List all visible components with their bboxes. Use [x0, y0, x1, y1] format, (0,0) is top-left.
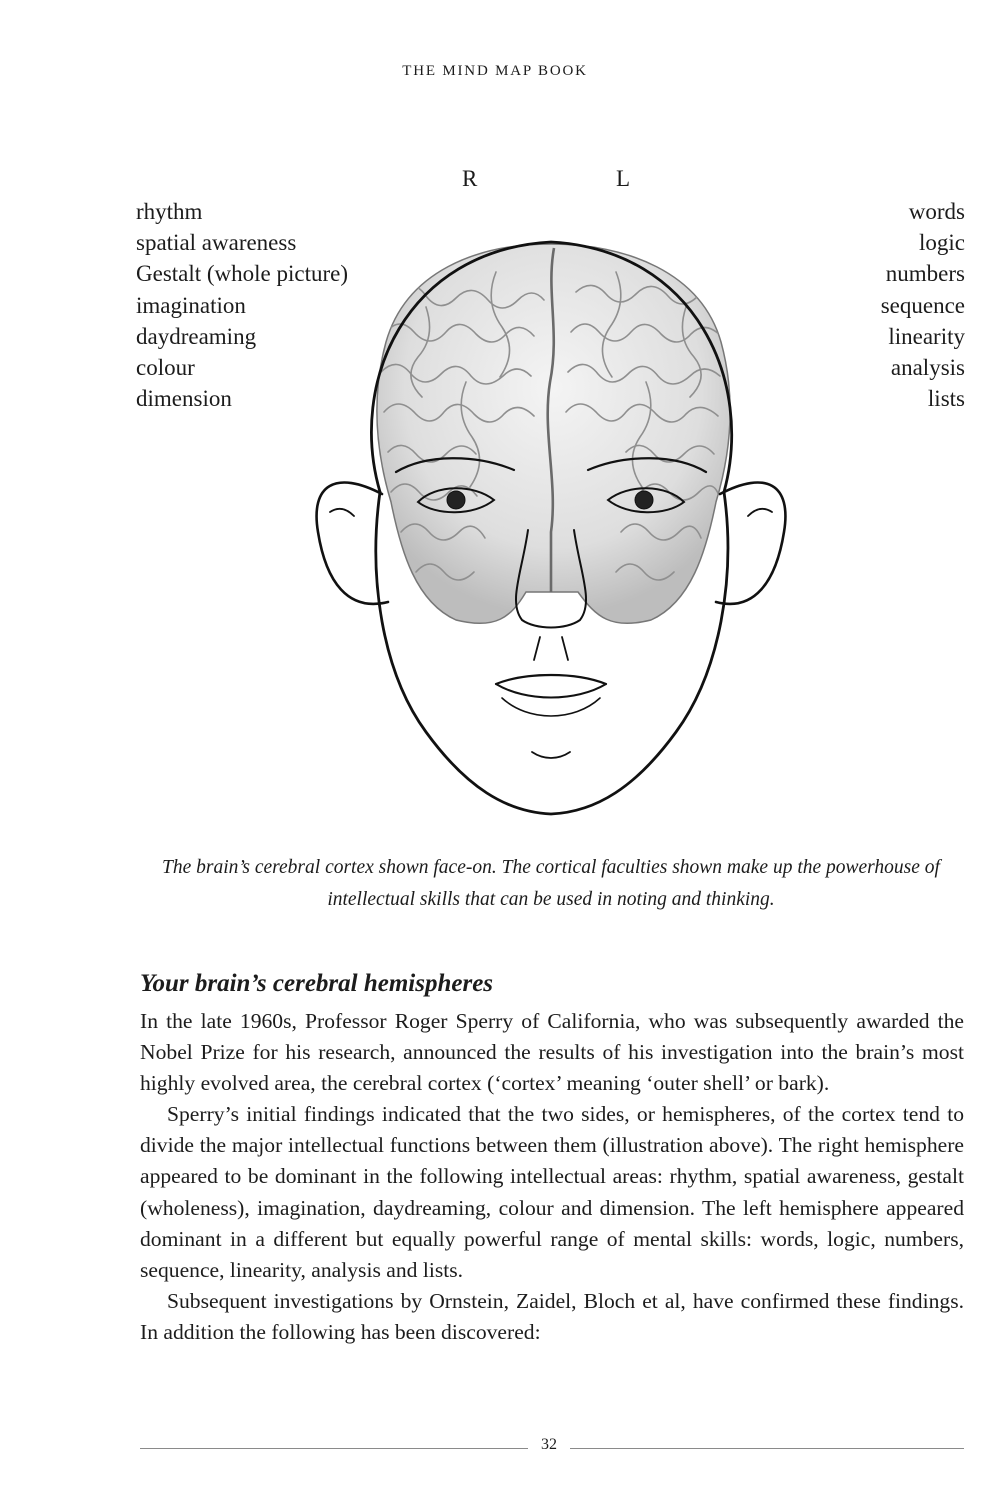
- footer-rule-right: [570, 1448, 964, 1449]
- faculty-item: imagination: [136, 292, 246, 318]
- faculty-item: daydreaming: [136, 323, 257, 349]
- faculty-item: linearity: [888, 323, 965, 349]
- section-heading: Your brain’s cerebral hemispheres: [140, 970, 494, 997]
- faculty-item: sequence: [880, 292, 965, 318]
- faculty-item: analysis: [890, 355, 965, 381]
- faculty-item: Gestalt (whole picture): [136, 261, 349, 287]
- body-text: [140, 1006, 964, 1348]
- footer-rule-left: [140, 1448, 528, 1449]
- paragraph: In the late 1960s, Professor Roger Sperry of California, who was subsequently awarded the Nobel Prize for his research, announced the results of his investigation into the brain’s most highly evolved area, the cerebral cortex (‘cortex’ meaning ‘outer shell’ or bark).: [140, 1009, 964, 1096]
- page-footer: [140, 1436, 964, 1460]
- page-number: 32: [541, 1436, 557, 1453]
- running-title: THE MIND MAP BOOK: [402, 63, 588, 79]
- left-hemisphere-label: L: [616, 166, 631, 191]
- left-hemisphere-faculties: [881, 196, 965, 414]
- faculty-item: spatial awareness: [136, 230, 297, 256]
- faculty-item: colour: [136, 355, 195, 381]
- faculty-item: dimension: [136, 386, 232, 412]
- faculty-item: numbers: [885, 261, 965, 287]
- figure-caption: The brain’s cerebral cortex shown face-on. The cortical faculties shown make up the powerhouse of intellectual skills that can be used in noting and thinking.: [162, 857, 940, 910]
- brain-icon: [377, 244, 730, 623]
- faculty-item: logic: [919, 230, 965, 256]
- faculty-item: words: [908, 199, 965, 224]
- paragraph: Subsequent investigations by Ornstein, Zaidel, Bloch et al, have confirmed these findings. In addition the following has been discovered:: [140, 1288, 964, 1344]
- paragraph: Sperry’s initial findings indicated that the two sides, or hemispheres, of the cortex tend to divide the major intellectual functions between them (illustration above). The right hemisphere appeared to be dominant in the following intellectual areas: rhythm, spatial awareness, gestalt (wholeness), imagination, daydreaming, colour and dimension. The left hemisphere appeared dominant in a different but equally powerful range of mental skills: words, logic, numbers, sequence, linearity, analysis and lists.: [140, 1102, 964, 1282]
- faculty-item: rhythm: [136, 199, 203, 224]
- head-brain-illustration: [296, 232, 816, 832]
- right-hemisphere-label: R: [462, 166, 478, 191]
- faculty-item: lists: [927, 386, 965, 412]
